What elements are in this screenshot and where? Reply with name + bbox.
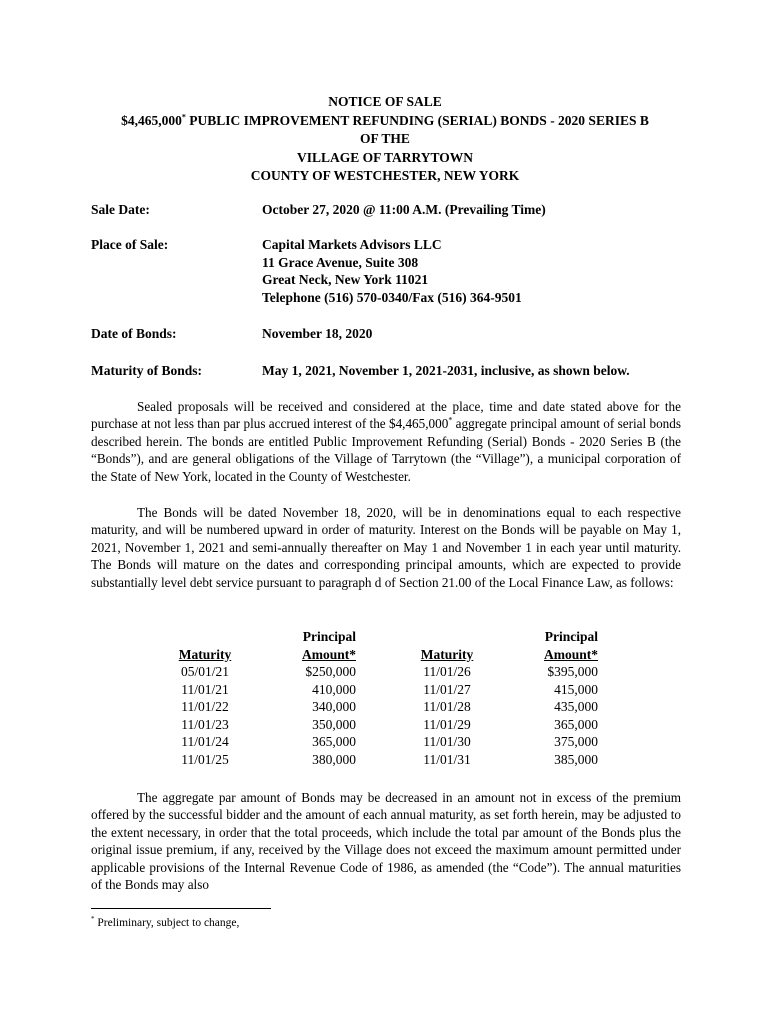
footnote	[91, 916, 239, 931]
title-line-1: NOTICE OF SALE	[328, 94, 442, 109]
principal-amount-cell: 415,000	[554, 681, 598, 697]
amount-header-left	[268, 646, 356, 664]
principal-amount-cell: $250,000	[305, 664, 356, 679]
title-line-5: COUNTY OF WESTCHESTER, NEW YORK	[250, 168, 520, 183]
amount-header-right-text: Amount*	[543, 646, 598, 662]
title-amount: $4,465,000	[121, 112, 182, 128]
principal-header-right: Principal	[544, 629, 598, 644]
principal-amount-cell: 410,000	[312, 681, 356, 697]
maturity-date-cell: 05/01/21	[180, 664, 229, 679]
amount-header-right	[510, 646, 598, 664]
principal-amount-cell: 365,000	[554, 716, 598, 732]
notice-title	[60, 93, 710, 186]
maturity-date-cell: 11/01/24	[181, 734, 229, 749]
principal-amount-cell: 385,000	[554, 751, 598, 767]
maturity-date-cell: 11/01/28	[423, 699, 471, 714]
title-line-4: VILLAGE OF TARRYTOWN	[296, 149, 474, 165]
date-of-bonds-label: Date of Bonds:	[91, 326, 177, 341]
amount-column-left	[268, 628, 356, 768]
paragraph-1-part-b: aggregate principal amount of serial bonds described herein. The bonds are entitled Public Improvement Refunding (Serial) Bonds - 2020 Series B (the “Bonds”), and are general obligations of the Village of Tarrytown (the “Village”), a municipal corporation of the State of New York, located in the County of Westchester.	[91, 416, 681, 484]
maturity-of-bonds-value: May 1, 2021, November 1, 2021-2031, inclusive, as shown below.	[262, 363, 630, 378]
maturity-date-cell: 11/01/21	[181, 681, 229, 697]
maturity-column-left	[170, 628, 240, 768]
maturity-date-cell: 11/01/31	[423, 751, 471, 767]
maturity-date-cell: 11/01/22	[181, 699, 229, 714]
footnote-mark: *	[91, 915, 95, 924]
place-line-1: Capital Markets Advisors LLC	[262, 237, 442, 252]
title-footnote-mark: *	[181, 112, 186, 121]
amount-header-left-text: Amount*	[301, 646, 356, 662]
principal-amount-cell: 380,000	[312, 751, 356, 767]
principal-amount-cell: 375,000	[554, 734, 598, 749]
place-of-sale-value	[262, 236, 692, 306]
maturity-header-right	[412, 646, 482, 664]
maturity-header-right-text: Maturity	[420, 646, 474, 662]
footnote-divider	[91, 908, 271, 909]
amount-column-right	[510, 628, 598, 768]
maturity-date-cell: 11/01/25	[181, 751, 229, 767]
maturity-date-cell: 11/01/26	[423, 664, 471, 679]
footnote-text: Preliminary, subject to change,	[94, 917, 240, 929]
maturity-date-cell: 11/01/30	[423, 734, 471, 749]
title-line-2	[60, 112, 710, 131]
principal-amount-cell: 340,000	[312, 699, 356, 714]
sale-date-value: October 27, 2020 @ 11:00 A.M. (Prevailing Time)	[262, 202, 546, 217]
maturity-date-cell: 11/01/23	[181, 716, 229, 732]
title-line-3: OF THE	[360, 131, 410, 146]
paragraph-bond-dates: The Bonds will be dated November 18, 2020, will be in denominations equal to each respective maturity, and will be numbered upward in order of maturity. Interest on the Bonds will be payable on May 1, 2021, November 1, 2021 and semi-annually thereafter on May 1 and November 1 in each year until maturity. The Bonds will mature on the dates and corresponding principal amounts, which are expected to provide substantially level debt service pursuant to paragraph d of Section 21.00 of the Local Finance Law, as follows:	[91, 505, 681, 590]
paragraph-aggregate-par: The aggregate par amount of Bonds may be decreased in an amount not in excess of the premium offered by the successful bidder and the amount of each annual maturity, as set forth herein, may be adjusted to the extent necessary, in order that the total proceeds, which include the total par amount of the Bonds plus the original issue premium, if any, received by the Village does not exceed the maximum amount permitted under applicable provisions of the Internal Revenue Code of 1986, as amended (the “Code”). The annual maturities of the Bonds may also	[91, 790, 681, 893]
maturity-header-left	[170, 646, 240, 664]
place-of-sale-label: Place of Sale:	[91, 237, 169, 252]
date-of-bonds-value: November 18, 2020	[262, 326, 373, 341]
maturity-date-cell: 11/01/29	[423, 716, 471, 732]
maturity-of-bonds-label: Maturity of Bonds:	[91, 363, 202, 378]
maturity-date-cell: 11/01/27	[423, 681, 471, 697]
paragraph-1-footnote-mark: *	[448, 416, 453, 426]
place-line-2: 11 Grace Avenue, Suite 308	[262, 254, 419, 270]
sale-date-label: Sale Date:	[91, 202, 150, 217]
paragraph-1-part-a: Sealed proposals will be received and considered at the place, time and date stated above for the purchase at not less than par plus accrued interest of the $4,465,000	[91, 399, 681, 432]
principal-amount-cell: 365,000	[312, 734, 356, 749]
place-line-4: Telephone (516) 570-0340/Fax (516) 364-9501	[262, 289, 522, 305]
maturity-header-left-text: Maturity	[178, 646, 232, 662]
paragraph-sealed-proposals	[91, 398, 681, 485]
principal-amount-cell: $395,000	[547, 664, 598, 679]
principal-amount-cell: 435,000	[554, 699, 598, 714]
principal-amount-cell: 350,000	[312, 716, 356, 732]
place-line-3: Great Neck, New York 11021	[262, 272, 429, 288]
title-bond-name: PUBLIC IMPROVEMENT REFUNDING (SERIAL) BONDS - 2020 SERIES B	[185, 112, 649, 128]
principal-header-left: Principal	[302, 629, 356, 644]
maturity-column-right	[412, 628, 482, 768]
